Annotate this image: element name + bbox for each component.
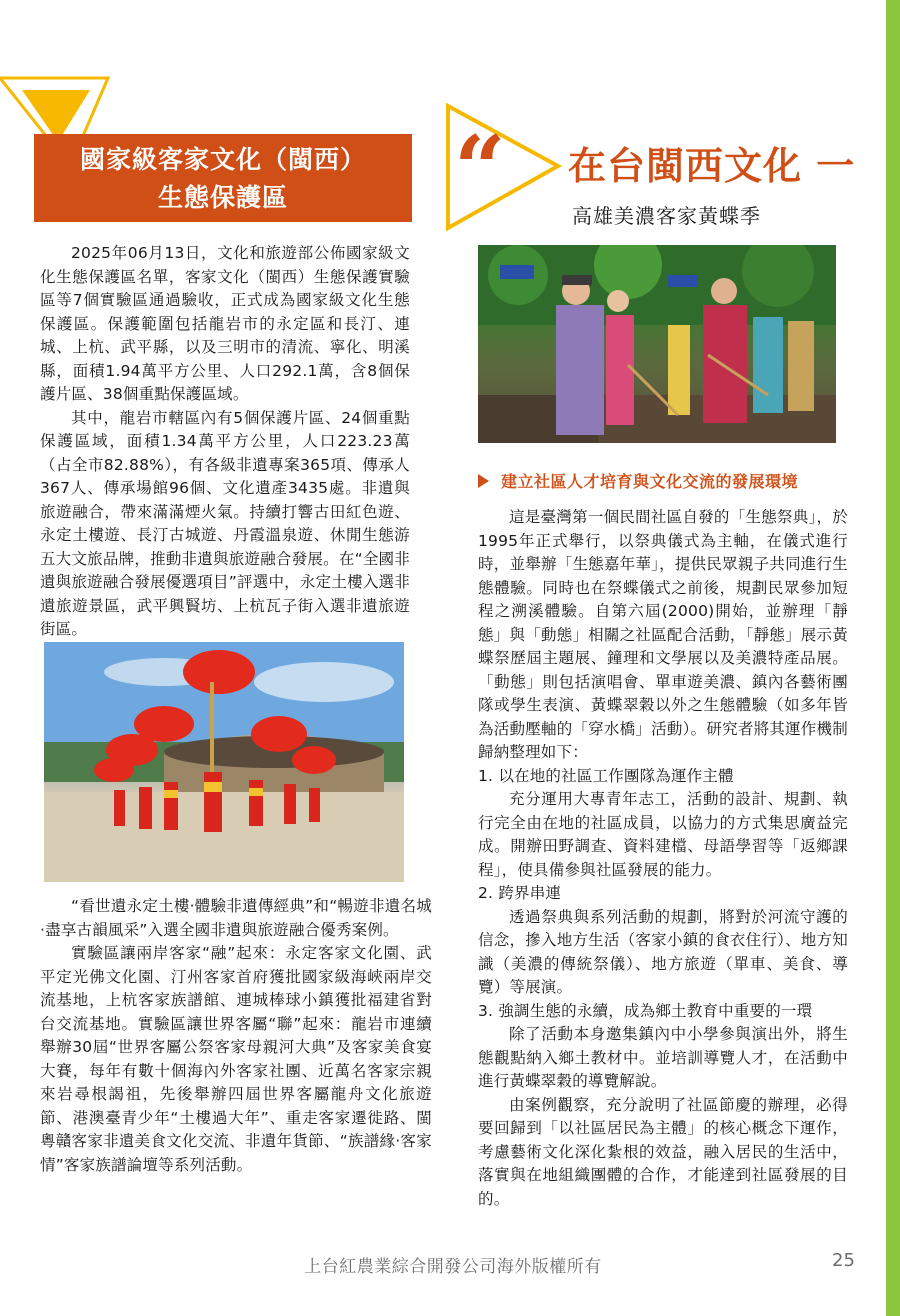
tulou-dance-photo [44, 642, 404, 882]
right-article [478, 506, 848, 1211]
list-item-heading: 1. 以在地的社區工作團隊為運作主體 [478, 766, 734, 785]
paragraph: 其中，龍岩市轄區內有5個保護片區、24個重點保護區域，面積1.34萬平方公里，人口223.23萬（占全市82.88%），有各級非遺專案365項、傳承人367人、傳承場館96個、文化遺產3435處。非遺與旅遊融合，帶來滿滿煙火氣。持續打響古田紅色遊、永定土樓遊、長汀古城遊、丹霞溫泉遊、休閒生態游五大文旅品牌，推動非遺與旅遊融合發展。在“全國非遺與旅遊融合發展優選項目”評選中，永定土樓入選非遺旅遊景區，武平興賢坊、上杭瓦子街入選非遺旅遊街區。 [40, 408, 410, 638]
paragraph: 實驗區讓兩岸客家“融”起來：永定客家文化園、武平定光佛文化園、汀州客家首府獲批國家級海峽兩岸交流基地，上杭客家族譜館、連城棒球小鎮獲批福建省對台交流基地。實驗區讓世界客屬“聯”起來：龍岩市連續舉辦30屆“世界客屬公祭客家母親河大典”及客家美食宴大賽，每年有數十個海內外客家社團、近萬名客家宗親來岩尋根謁祖，先後舉辦四屆世界客屬龍舟文化旅遊節、港澳臺青少年“土樓過大年”、重走客家遷徙路、閩粵贛客家非遺美食文化交流、非遺年貨節、“族譜緣·客家情”客家族譜論壇等系列活動。 [40, 944, 432, 1174]
paragraph: 2025年06月13日，文化和旅遊部公佈國家級文化生態保護區名單，客家文化（閩西）生態保護實驗區等7個實驗區通過驗收，正式成為國家級文化生態保護區。保護範圍包括龍岩市的永定區和長汀、連城、上杭、武平縣，以及三明市的清流、寧化、明溪縣，面積1.94萬平方公里、人口292.1萬，含8個保護片區、38個重點保護區域。 [40, 244, 410, 403]
page-number: 25 [832, 1250, 855, 1271]
left-article-part-1 [40, 242, 410, 642]
quote-triangle-decoration-icon [440, 102, 564, 232]
list-item-text: 透過祭典與系列活動的規劃，將對於河流守護的信念，摻入地方生活（客家小鎮的食衣住行）、地方知識（美濃的傳統祭儀）、地方旅遊（單車、美食、導覽）等展演。 [478, 907, 848, 996]
left-article-part-2 [40, 895, 432, 1177]
left-section-title: 國家級客家文化（閩西） 生態保護區 [34, 134, 412, 222]
footer-copyright: 上台紅農業綜合開發公司海外版權所有 [304, 1257, 602, 1277]
right-section-title: 在台閩西文化 一 [568, 144, 856, 188]
paragraph: “看世遺永定土樓·體驗非遺傳經典”和“暢遊非遺名城·盡享古韻風采”入選全國非遺與旅遊融合優秀案例。 [40, 897, 432, 939]
butterfly-festival-illustration [478, 245, 836, 443]
list-item-heading: 2. 跨界串連 [478, 884, 562, 902]
triangle-bullet-icon [478, 474, 489, 488]
right-section-subtitle: 高雄美濃客家黃蝶季 [572, 204, 761, 228]
quote-mark: “ [454, 116, 506, 222]
green-side-bar [886, 0, 900, 1316]
paragraph: 這是臺灣第一個民間社區自發的「生態祭典」，於1995年正式舉行，以祭典儀式為主軸，在儀式進行時，並舉辦「生態嘉年華」，提供民眾親子共同進行生態體驗。同時也在祭蝶儀式之前後，規劃民眾參加短程之溯溪體驗。自第六屆(2000)開始，並辦理「靜態」與「動態」相關之社區配合活動，「靜態」展示黃蝶祭歷屆主題展、鐘理和文學展以及美濃特產品展。「動態」則包括演唱會、單車遊美濃、鎮內各藝術團隊或學生表演、黃蝶翠穀以外之生態體驗（如多年皆為活動壓軸的「穿水橋」活動）。研究者將其運作機制歸納整理如下： [478, 508, 848, 761]
list-item-heading: 3. 強調生態的永續，成為鄉土教育中重要的一環 [478, 1001, 813, 1020]
list-item-text: 除了活動本身邀集鎮內中小學參與演出外，將生態觀點納入鄉土教材中。並培訓導覽人才，在活動中進行黃蝶翠穀的導覽解說。 [478, 1025, 848, 1090]
tulou-dance-illustration [44, 642, 404, 882]
paragraph: 由案例觀察，充分說明了社區節慶的辦理，必得要回歸到「以社區居民為主體」的核心概念下運作，考慮藝術文化深化紮根的效益，融入居民的生活中，落實與在地組織團體的合作，才能達到社區發展的目的。 [478, 1095, 848, 1208]
list-item-text: 充分運用大專青年志工，活動的設計、規劃、執行完全由在地的社區成員，以協力的方式集思廣益完成。開辦田野調查、資料建檔、母語學習等「返鄉課程」，使具備參與社區發展的能力。 [478, 790, 848, 879]
section-heading: 建立社區人才培育與文化交流的發展環境 [478, 469, 798, 492]
butterfly-festival-photo [478, 245, 836, 443]
